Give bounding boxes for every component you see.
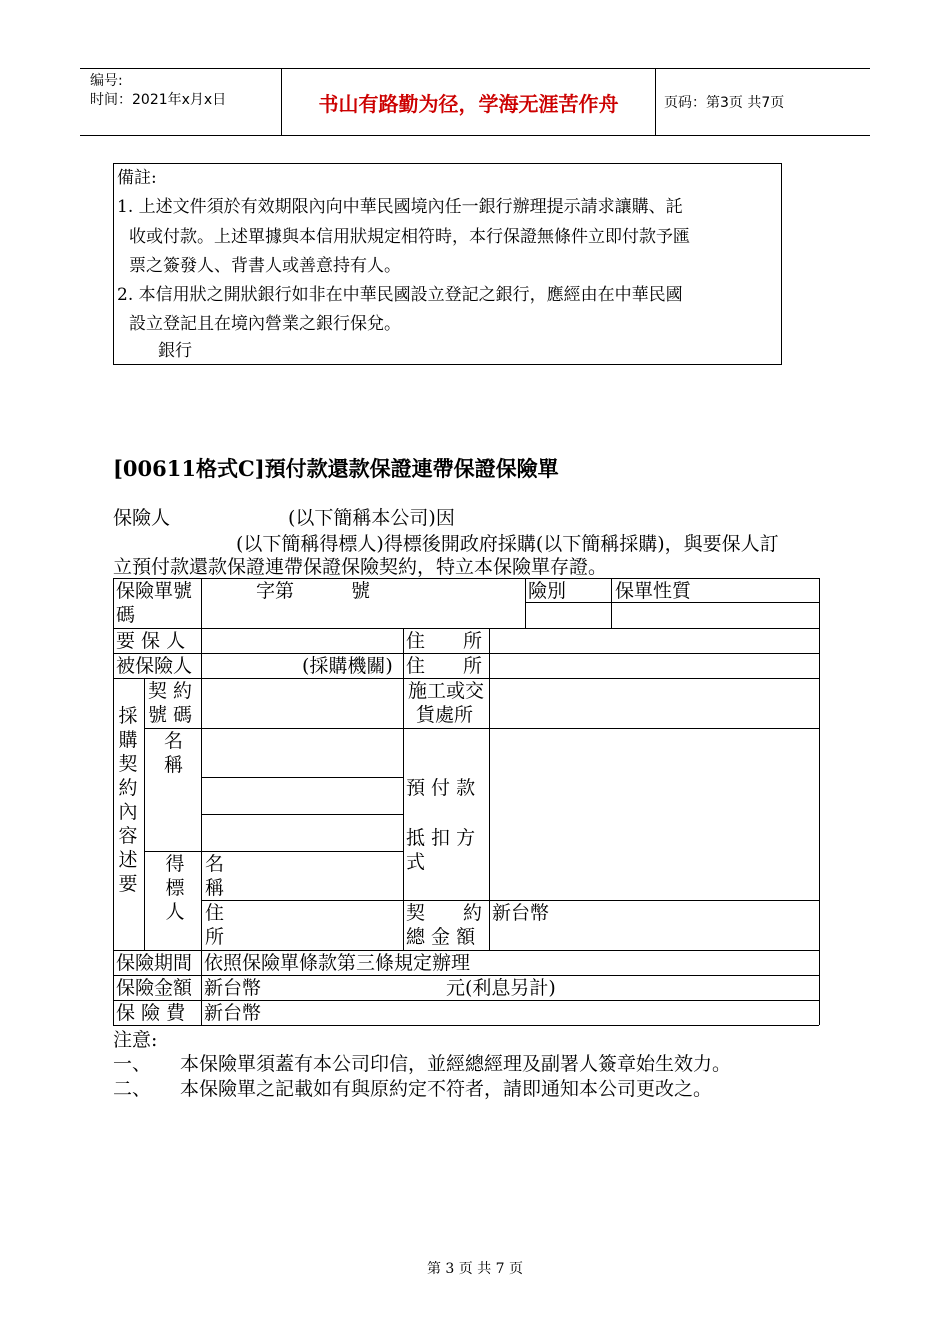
procurement-agency-label: (採購機關) [302, 655, 393, 677]
prepayment-label-2: 抵 扣 方 [406, 827, 476, 849]
remarks-item1-line3: 票之簽發人、背書人或善意持有人。 [129, 256, 401, 276]
contract-number-label-2: 號 碼 [148, 704, 193, 726]
remarks-item1-line2: 收或付款。上述單據與本信用狀規定相符時，本行保證無條件立即付款予匯 [129, 227, 690, 247]
header-number-label: 编号: [90, 73, 123, 89]
note-2-number: 二、 [113, 1078, 152, 1100]
insurance-period-value: 依照保險單條款第三條規定辦理 [204, 952, 471, 974]
note-2-text: 本保險單之記載如有與原約定不符者，請即通知本公司更改之。 [180, 1078, 713, 1100]
header-bottom-rule [80, 135, 870, 136]
remarks-item1-line1: 1. 上述文件須於有效期限內向中華民國境內任一銀行辦理提示請求讓購、託 [117, 197, 683, 217]
policy-number-label-2: 碼 [116, 604, 136, 626]
insured-amount-currency: 新台幣 [204, 977, 262, 999]
form-title: [00611格式C]預付款還款保證連帶保證保險單 [113, 456, 559, 481]
policy-number-label: 保險單號 [116, 580, 193, 602]
policy-number-value: 字第 號 [256, 580, 371, 602]
winner-address-label-2: 所 [205, 926, 225, 948]
site-label-2: 貨處所 [416, 704, 474, 726]
remarks-item2-line2: 設立登記且在境內營業之銀行保兌。 [129, 314, 401, 334]
page-footer: 第 3 页 共 7 页 [426, 1261, 524, 1277]
header-page-label: 页码：第3页 共7页 [664, 95, 785, 111]
intro-insurer: 保險人 [113, 507, 171, 529]
prepayment-label-3: 式 [406, 851, 426, 873]
insured-address-label: 住 所 [406, 655, 483, 677]
policy-nature-label: 保單性質 [615, 580, 692, 602]
contract-name-label: 名 [164, 730, 184, 752]
note-1-text: 本保險單須蓋有本公司印信，並經總經理及副署人簽章始生效力。 [180, 1053, 732, 1075]
contract-name-label-2: 稱 [164, 754, 184, 776]
premium-currency: 新台幣 [204, 1002, 262, 1024]
contract-total-label-2: 總 金 額 [406, 926, 476, 948]
intro-insurer-note: (以下簡稱本公司)因 [288, 507, 455, 529]
contract-total-currency: 新台幣 [492, 902, 550, 924]
winner-name-label: 名 [205, 853, 225, 875]
intro-line3: 立預付款還款保證連帶保證保險契約，特立本保險單存證。 [113, 556, 608, 578]
contract-total-label: 契 約 [406, 902, 483, 924]
winning-bidder-label: 得 標 人 [165, 853, 185, 923]
procurement-summary-label: 採 購 契 約 內 容 述 要 [118, 705, 138, 895]
insured-amount-label: 保險金額 [116, 977, 193, 999]
header-time-label: 时间：2021年x月x日 [90, 92, 227, 108]
remarks-item2-line1: 2. 本信用狀之開狀銀行如非在中華民國設立登記之銀行，應經由在中華民國 [117, 285, 683, 305]
insurance-period-label: 保險期間 [116, 952, 193, 974]
applicant-address-label: 住 所 [406, 630, 483, 652]
risk-type-label: 險別 [528, 580, 567, 602]
notes-heading: 注意: [113, 1029, 158, 1051]
intro-line2: (以下簡稱得標人)得標後開政府採購(以下簡稱採購)，與要保人訂 [236, 533, 779, 555]
remarks-heading: 備註: [117, 168, 157, 188]
site-label: 施工或交 [408, 680, 485, 702]
insured-label: 被保險人 [116, 655, 193, 677]
winner-address-label: 住 [205, 902, 225, 924]
prepayment-label: 預 付 款 [406, 777, 476, 799]
note-1-number: 一、 [113, 1053, 152, 1075]
header-divider-right [655, 68, 656, 135]
header-motto: 书山有路勤为径，学海无涯苦作舟 [318, 92, 619, 116]
contract-number-label: 契 約 [148, 680, 193, 702]
header-top-rule [80, 68, 870, 69]
winner-name-label-2: 稱 [205, 877, 225, 899]
applicant-label: 要 保 人 [116, 630, 186, 652]
premium-label: 保 險 費 [116, 1002, 186, 1024]
remarks-bank: 銀行 [158, 341, 192, 361]
insured-amount-note: 元(利息另計) [446, 977, 556, 999]
